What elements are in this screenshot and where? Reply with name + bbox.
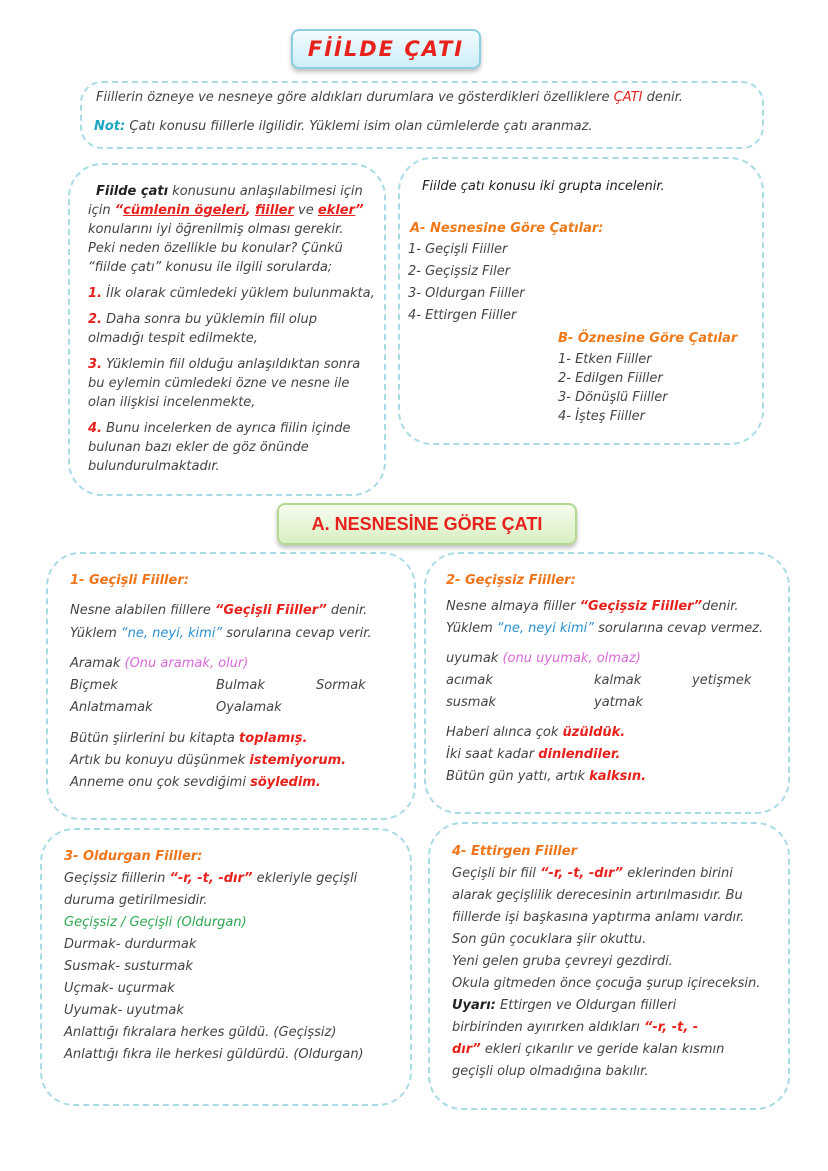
word: yetişmek bbox=[692, 673, 752, 688]
oldurgan-subtitle: Geçişsiz / Geçişli (Oldurgan) bbox=[64, 915, 247, 930]
list-item: 4- Ettirgen Fiiller bbox=[408, 308, 517, 323]
word: acımak bbox=[446, 673, 493, 688]
list-item: 2- Edilgen Fiiller bbox=[558, 371, 663, 386]
word: kalmak bbox=[594, 673, 642, 688]
list-item: 2- Geçişsiz Filer bbox=[408, 264, 511, 279]
list-item: 4- İşteş Fiiller bbox=[558, 409, 645, 424]
ettirgen-title: 4- Ettirgen Fiiller bbox=[452, 844, 577, 859]
intro-note: Not: Çatı konusu fiillerle ilgilidir. Yüklemi isim olan cümlelerde çatı aranmaz. bbox=[94, 119, 593, 134]
word: susmak bbox=[446, 695, 496, 710]
word: Sormak bbox=[316, 678, 366, 693]
group-b-title: B- Öznesine Göre Çatılar bbox=[558, 331, 738, 346]
list-item: 1- Geçişli Fiiller bbox=[408, 242, 508, 257]
list-item: Uçmak- uçurmak bbox=[64, 981, 175, 996]
word: Biçmek bbox=[70, 678, 118, 693]
list-item: Uyumak- uyutmak bbox=[64, 1003, 184, 1018]
list-item: 1- Etken Fiiller bbox=[558, 352, 652, 367]
list-item: Durmak- durdurmak bbox=[64, 937, 197, 952]
gecisli-title: 1- Geçişli Fiiller: bbox=[70, 573, 189, 588]
word: Anlatmamak bbox=[70, 700, 153, 715]
word: Oyalamak bbox=[216, 700, 282, 715]
page-title: FİİLDE ÇATI bbox=[291, 29, 481, 69]
word: Bulmak bbox=[216, 678, 265, 693]
list-item: 3- Oldurgan Fiiller bbox=[408, 286, 525, 301]
groups-heading: Fiilde çatı konusu iki grupta incelenir. bbox=[422, 179, 665, 194]
warning-label: Uyarı: bbox=[452, 998, 496, 1013]
section-title: A. NESNESİNE GÖRE ÇATI bbox=[277, 503, 577, 545]
word: yatmak bbox=[594, 695, 643, 710]
oldurgan-title: 3- Oldurgan Fiiller: bbox=[64, 849, 203, 864]
intro-definition: Fiillerin özneye ve nesneye göre aldıkları durumlara ve gösterdikleri özelliklere ÇATI denir. bbox=[96, 90, 683, 105]
list-item: Susmak- susturmak bbox=[64, 959, 193, 974]
list-item: 3- Dönüşlü Fiiller bbox=[558, 390, 668, 405]
note-label: Not: bbox=[94, 119, 126, 134]
gecissiz-title: 2- Geçişsiz Fiiller: bbox=[446, 573, 576, 588]
group-a-title: A- Nesnesine Göre Çatılar: bbox=[410, 221, 604, 236]
